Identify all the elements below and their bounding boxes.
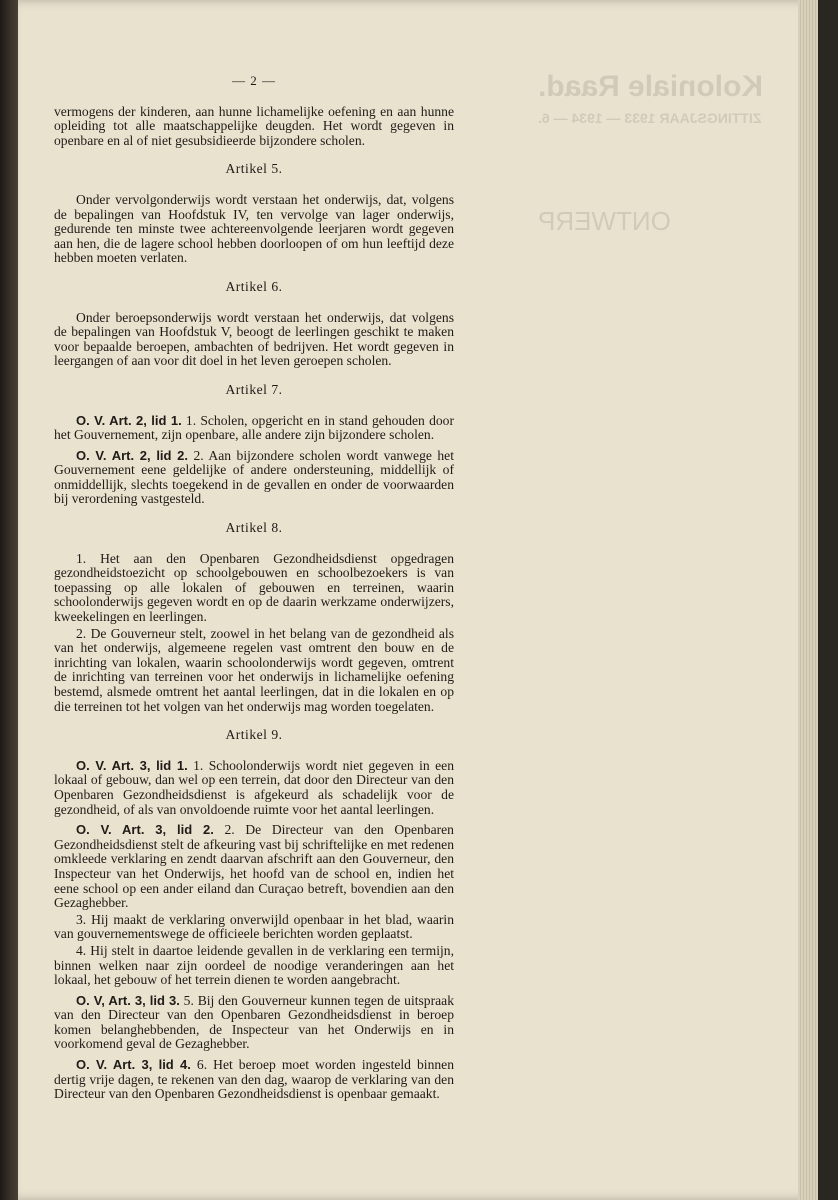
article-9-text-6: 6. Het beroep moet worden ingesteld binnen dertig vrije dagen, te rekenen van den dag, waarop de verklaring van den Directeur van den Openbaren Gezondheidsdienst is openbaar gemaakt. — [54, 1057, 454, 1102]
article-7-text-1: 1. Scholen, opgericht en in stand gehouden door het Gouvernement, zijn openbare, alle andere zijn bijzondere scholen. — [54, 412, 454, 443]
article-9-ref-5: O. V, Art. 3, lid 3. — [76, 992, 180, 1008]
bleed-line-3: ONTWERP — [538, 206, 671, 236]
article-9-paragraph-3: 3. Hij maakt de verklaring onverwijld openbaar in het blad, waarin van gouvernementswege de officieele berichten worden geplaatst. — [54, 911, 454, 942]
article-8-paragraph-2: 2. De Gouverneur stelt, zoowel in het belang van de gezondheid als van het onderwijs, algemeene regelen vast omtrent den bouw en de inrichting van lokalen, waarin schoolonderwijs wordt gegeven, omtrent de inrichting van terreinen voor het onderwijs in lichamelijke oefening bestemd, alsmede omtrent het aantal leerlingen, dat in die lokalen en op die terreinen tot het volgen van het onderwijs mag worden toegelaten. — [54, 625, 454, 714]
article-7-text-2: 2. Aan bijzondere scholen wordt vanwege het Gouvernement eene geldelijke of andere ondersteuning, middellijk of onmiddellijk, slechts toegekend in de gevallen en onder de voorwaarden bij verordening vastgesteld. — [54, 447, 454, 507]
article-7-paragraph-1 — [54, 414, 454, 443]
article-9-text-5: 5. Bij den Gouverneur kunnen tegen de uitspraak van den Directeur van den Openbaren Gezondheidsdienst in beroep komen belanghebbenden, de Inspecteur van het Onderwijs en in voorkomend geval de Gezaghebber. — [54, 992, 454, 1052]
article-8-heading: Artikel 8. — [225, 520, 283, 536]
page-content — [54, 74, 454, 1104]
bleed-line-1: Koloniale Raad. — [538, 70, 764, 103]
page-edges — [798, 0, 818, 1200]
article-7-heading: Artikel 7. — [225, 381, 283, 397]
article-8-paragraph-1: 1. Het aan den Openbaren Gezondheidsdienst opgedragen gezondheidstoezicht op schoolgebouwen en schoolbezoekers is van toepassing op alle lokalen of gebouwen en terreinen, waarin schoolonderwijs gegeven wordt en op de daarin werkzame onderwijzers, kweekelingen en leerlingen. — [54, 550, 454, 625]
article-6-heading: Artikel 6. — [225, 278, 283, 294]
page-number: — 2 — — [232, 73, 276, 88]
article-9-ref-2: O. V. Art. 3, lid 2. — [76, 822, 214, 838]
article-7-paragraph-2 — [54, 449, 454, 507]
bleed-line-2: ZITTINGSJAAR 1933 — 1934 — 6. — [538, 110, 762, 126]
article-6-text: Onder beroepsonderwijs wordt verstaan het onderwijs, dat volgens de bepalingen van Hoofdstuk V, beoogt de leerlingen geschikt te maken voor bepaalde beroepen, ambachten of bedrijven. Het wordt gegeven in leergangen of aan voor dit doel in het leven geroepen scholen. — [54, 309, 454, 369]
article-5-text: Onder vervolgonderwijs wordt verstaan het onderwijs, dat, volgens de bepalingen van Hoofdstuk IV, ten vervolge van lager onderwijs, gedurende ten minste twee achtereenvolgende leerjaren wordt gegeven aan hen, die de lagere school hebben doorloopen of om hun leeftijd deze hebben moeten verlaten. — [54, 191, 454, 266]
article-9-heading: Artikel 9. — [225, 727, 283, 743]
article-9-paragraph-4: 4. Hij stelt in daartoe leidende gevallen in de verklaring een termijn, binnen welken naar zijn oordeel de noodige veranderingen aan het lokaal, het gebouw of het terrein dienen te worden aangebracht. — [54, 942, 454, 988]
article-5-heading: Artikel 5. — [225, 161, 283, 177]
intro-paragraph: vermogens der kinderen, aan hunne lichamelijke oefening en aan hunne opleiding tot alle maatschappelijke deugden. Het wordt gegeven in openbare en al of niet gesubsidieerde bijzondere scholen. — [54, 103, 454, 148]
bleed-through-text — [538, 70, 798, 830]
article-9-text-1: 1. Schoolonderwijs wordt niet gegeven in een lokaal of gebouw, dan wel op een terrein, dat door den Directeur van den Openbaren Gezondheidsdienst is afgekeurd als schadelijk voor de gezondheid, of als van onvoldoende ruimte voor het aantal leerlingen. — [54, 757, 454, 817]
article-9-text-2: 2. De Directeur van den Openbaren Gezondheidsdienst stelt de afkeuring vast bij schriftelijke en met redenen omkleede verklaring en zendt daarvan afschrift aan den Gouverneur, den Inspecteur van het Onderwijs, het hoofd van de school en, indien het eene school op een ander eiland dan Curaçao betreft, bovendien aan den Gezaghebber. — [54, 822, 454, 911]
document-page — [18, 0, 818, 1200]
article-9-ref-6: O. V. Art. 3, lid 4. — [76, 1057, 191, 1073]
article-7-ref-2: O. V. Art. 2, lid 2. — [76, 447, 189, 463]
article-9-paragraph-5 — [54, 994, 454, 1052]
article-7-ref-1: O. V. Art. 2, lid 1. — [76, 412, 182, 428]
book-binding — [0, 0, 18, 1200]
article-9-ref-1: O. V. Art. 3, lid 1. — [76, 757, 188, 773]
article-9-paragraph-6 — [54, 1058, 454, 1102]
article-9-paragraph-2 — [54, 823, 454, 911]
article-9-paragraph-1 — [54, 759, 454, 817]
